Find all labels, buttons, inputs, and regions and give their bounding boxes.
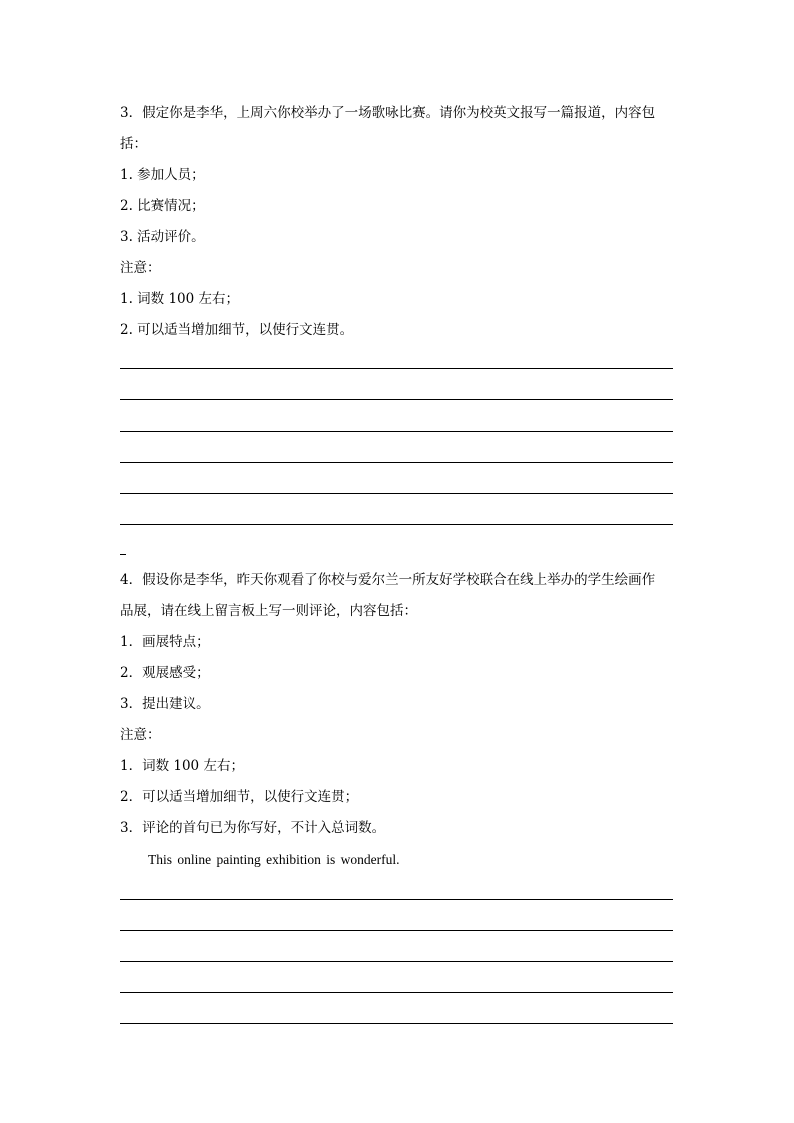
- section-marker: [120, 554, 126, 555]
- q3-item-2: 2. 比赛情况；: [120, 198, 205, 214]
- q3-answer-line: [120, 431, 673, 432]
- q3-answer-line: [120, 493, 673, 494]
- q4-answer-line: [120, 930, 673, 931]
- q4-answer-line: [120, 992, 673, 993]
- q3-answer-line: [120, 368, 673, 369]
- q3-answer-line: [120, 462, 673, 463]
- q4-note-3: 3．评论的首句已为你写好，不计入总词数。: [120, 820, 386, 836]
- q4-note-label: 注意：: [120, 727, 161, 743]
- q4-answer-line: [120, 1023, 673, 1024]
- q4-prompt-line-1: 4．假设你是李华，昨天你观看了你校与爱尔兰一所友好学校联合在线上举办的学生绘画作: [120, 572, 656, 588]
- q4-first-sentence: This online painting exhibition is wonderful.: [148, 852, 400, 867]
- q3-item-1: 1. 参加人员；: [120, 167, 205, 183]
- q3-answer-line: [120, 399, 673, 400]
- q3-item-3: 3. 活动评价。: [120, 229, 205, 245]
- q4-answer-line: [120, 899, 673, 900]
- q4-answer-line: [120, 961, 673, 962]
- q3-note-2: 2. 可以适当增加细节，以使行文连贯。: [120, 322, 354, 338]
- q4-item-3: 3．提出建议。: [120, 696, 210, 712]
- q4-prompt-line-2: 品展，请在线上留言板上写一则评论，内容包括：: [120, 603, 417, 619]
- q4-item-2: 2．观展感受；: [120, 665, 210, 681]
- q3-answer-line: [120, 524, 673, 525]
- q4-note-1: 1．词数 100 左右；: [120, 758, 244, 774]
- q4-note-2: 2．可以适当增加细节，以使行文连贯；: [120, 789, 359, 805]
- q3-prompt-line-1: 3．假定你是李华，上周六你校举办了一场歌咏比赛。请你为校英文报写一篇报道，内容包: [120, 105, 656, 121]
- q4-item-1: 1．画展特点；: [120, 634, 210, 650]
- q3-prompt-line-2: 括：: [120, 136, 147, 152]
- q3-note-label: 注意：: [120, 260, 161, 276]
- q3-note-1: 1. 词数 100 左右；: [120, 291, 240, 307]
